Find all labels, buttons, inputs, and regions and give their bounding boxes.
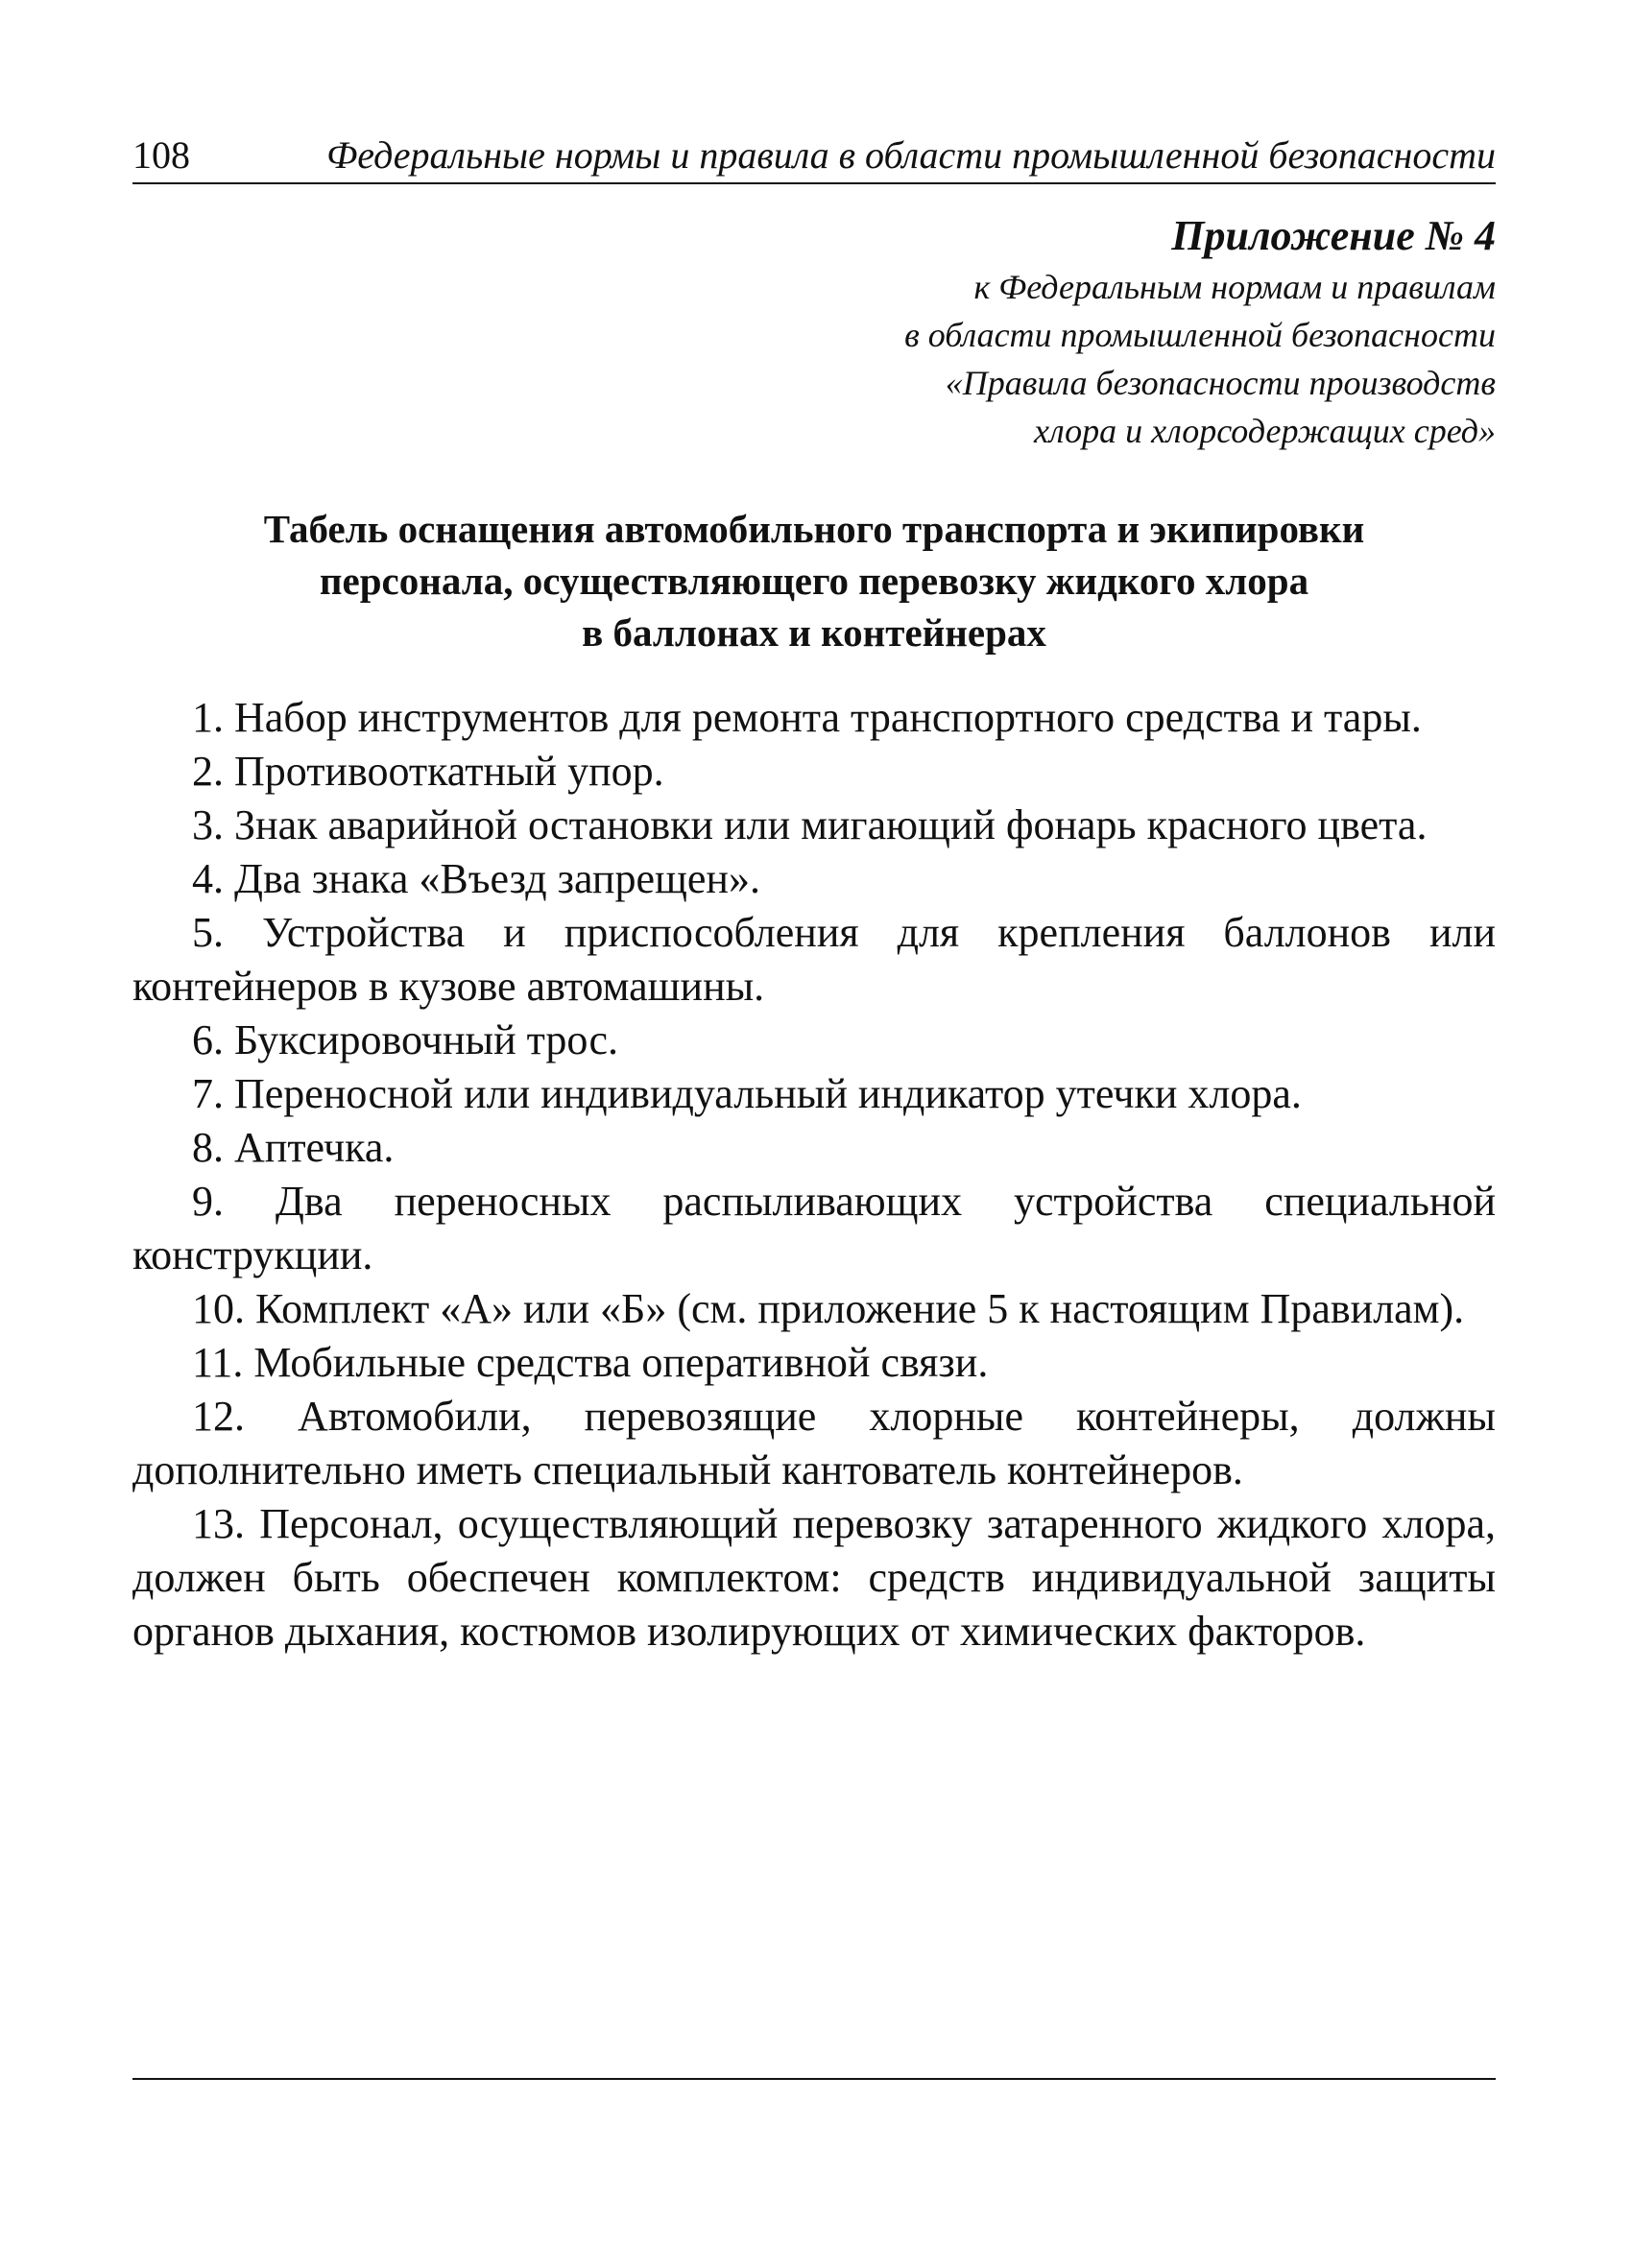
appendix-line: хлора и хлорсодержащих сред» [1033,412,1496,450]
running-header [132,132,1496,184]
list-item: 2. Противооткатный упор. [192,748,664,795]
appendix-label: Приложение № 4 [1171,212,1496,259]
appendix-line: к Федеральным нормам и правилам [973,268,1496,306]
equipment-list [132,691,1496,1659]
appendix-line: «Правила безопасности производств [945,364,1496,402]
list-item: 3. Знак аварийной остановки или мигающий фонарь красного цвета. [192,801,1428,848]
list-item: 1. Набор инструментов для ремонта транспортного средства и тары. [192,694,1422,741]
list-item: 13. Персонал, осуществляющий перевозку затаренного жидкого хлора, должен быть обеспечен комплектом: средств индивидуальной защиты органов дыхания, костюмов изолирующих от химических факторов. [132,1500,1496,1655]
list-item: 10. Комплект «А» или «Б» (см. приложение 5 к настоящим Правилам). [192,1285,1465,1332]
title-line: персонала, осуществляющего перевозку жидкого хлора [319,559,1309,603]
title-line: Табель оснащения автомобильного транспорта и экипировки [263,507,1365,551]
list-item: 9. Два переносных распыливающих устройства специальной конструкции. [132,1178,1496,1278]
appendix-block [132,209,1496,455]
appendix-line: в области промышленной безопасности [904,316,1496,354]
running-title: Федеральные нормы и правила в области промышленной безопасности [326,133,1496,177]
list-item: 4. Два знака «Въезд запрещен». [192,855,760,902]
list-item: 12. Автомобили, перевозящие хлорные контейнеры, должны дополнительно иметь специальный кантователь контейнеров. [132,1393,1496,1493]
document-title [132,503,1496,658]
bottom-divider [132,2078,1496,2080]
list-item: 7. Переносной или индивидуальный индикатор утечки хлора. [192,1070,1302,1117]
document-page [132,132,1496,1659]
list-item: 5. Устройства и приспособления для крепления баллонов или контейнеров в кузове автомашины. [132,909,1496,1010]
title-line: в баллонах и контейнерах [582,610,1046,655]
list-item: 6. Буксировочный трос. [192,1016,619,1063]
list-item: 8. Аптечка. [192,1124,395,1171]
list-item: 11. Мобильные средства оперативной связи. [192,1339,989,1386]
page-number: 108 [132,133,190,177]
